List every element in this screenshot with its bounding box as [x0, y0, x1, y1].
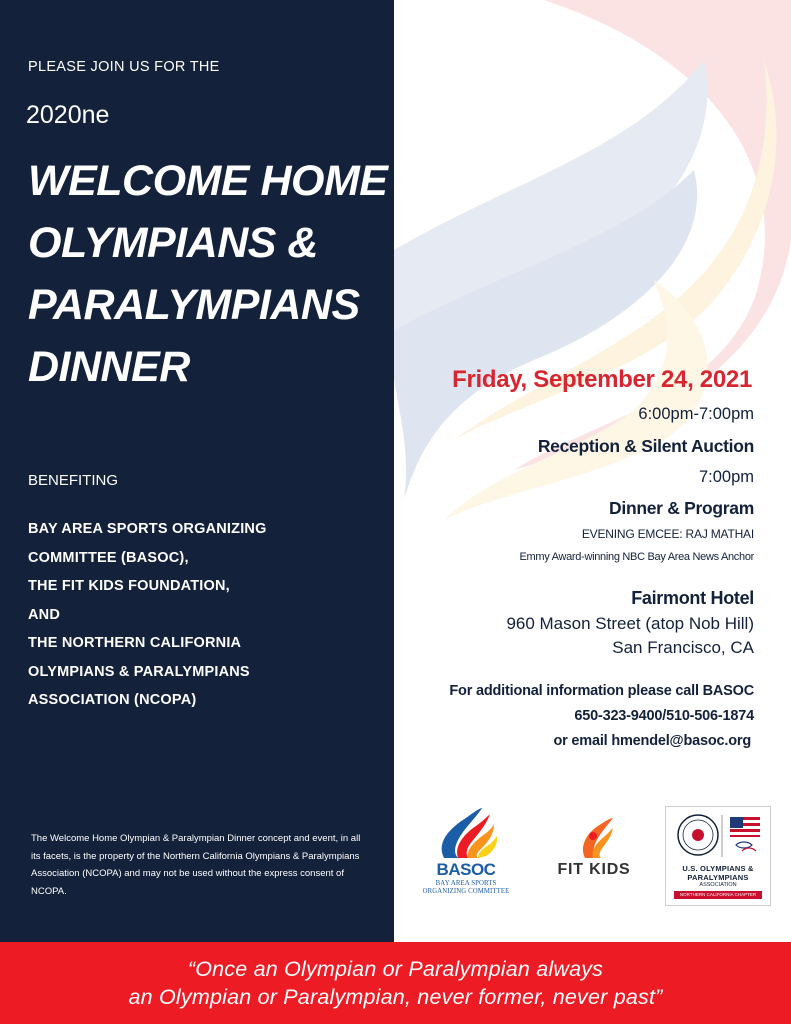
- fit-kids-flame-icon: [541, 818, 647, 860]
- beneficiaries-list: [28, 515, 267, 715]
- beneficiary-line: BAY AREA SPORTS ORGANIZING: [28, 521, 267, 537]
- usopc-line: U.S. OLYMPIANS &: [682, 864, 754, 873]
- basoc-flame-icon: [414, 808, 518, 860]
- title-line: DINNER: [28, 343, 190, 391]
- beneficiary-line: OLYMPIANS & PARALYMPIANS: [28, 663, 250, 680]
- basoc-subtitle: BAY AREA SPORTS: [435, 880, 497, 887]
- title-line: PARALYMPIANS: [28, 281, 360, 329]
- reception-time: 6:00pm-7:00pm: [638, 405, 754, 423]
- usopc-seal-icon: [666, 807, 770, 863]
- event-date: Friday, September 24, 2021: [452, 366, 752, 393]
- disclaimer: The Welcome Home Olympian & Paralympian Dinner concept and event, in all its facets, is the property of the Northern California Olympians & Paralympians Association (NCOPA) and may not be used without the express consent of NCOPA.: [31, 833, 361, 897]
- contact-email: or email hmendel@basoc.org: [553, 733, 751, 749]
- left-panel: [0, 0, 394, 942]
- usopc-logo: [665, 806, 771, 906]
- dinner-time: 7:00pm: [698, 468, 754, 486]
- usopc-line: ASSOCIATION: [699, 882, 737, 888]
- emcee-name: EVENING EMCEE: RAJ MATHAI: [581, 527, 754, 541]
- venue-address: 960 Mason Street (atop Nob Hill): [506, 614, 754, 633]
- basoc-logo: [414, 808, 518, 898]
- quote-banner: [0, 942, 791, 1024]
- emcee-description: Emmy Award-winning NBC Bay Area News Anchor: [519, 551, 754, 563]
- usopc-line: PARALYMPIANS: [687, 873, 749, 882]
- beneficiary-line: THE NORTHERN CALIFORNIA: [28, 635, 242, 651]
- beneficiary-line: AND: [28, 606, 61, 623]
- quote-line: “Once an Olympian or Paralympian always: [187, 957, 604, 981]
- beneficiary-line: ASSOCIATION (NCOPA): [28, 692, 197, 708]
- beneficiary-line: THE FIT KIDS FOUNDATION,: [28, 578, 230, 594]
- fit-kids-name: FIT KIDS: [557, 861, 631, 878]
- intro-text: PLEASE JOIN US FOR THE: [28, 59, 220, 75]
- beneficiary-line: COMMITTEE (BASOC),: [28, 549, 189, 566]
- event-title: [28, 150, 387, 398]
- contact-info: For additional information please call BASOC: [449, 683, 754, 699]
- venue-city: San Francisco, CA: [612, 638, 754, 657]
- reception-title: Reception & Silent Auction: [537, 436, 754, 456]
- dinner-title: Dinner & Program: [609, 498, 754, 518]
- contact-phones: 650-323-9400/510-506-1874: [574, 708, 754, 724]
- title-line: WELCOME HOME: [28, 157, 388, 205]
- quote-line: an Olympian or Paralympian, never former, never past”: [128, 985, 663, 1009]
- basoc-subtitle: ORGANIZING COMMITTEE: [422, 888, 510, 895]
- basoc-name: BASOC: [436, 860, 496, 879]
- usopc-chapter-bar: NORTHERN CALIFORNIA CHAPTER: [674, 891, 762, 899]
- venue-name: Fairmont Hotel: [631, 588, 754, 608]
- fit-kids-logo: [541, 818, 647, 880]
- title-line: OLYMPIANS &: [28, 219, 318, 267]
- event-year: 2020ne: [26, 101, 110, 129]
- benefiting-label: BENEFITING: [28, 472, 119, 489]
